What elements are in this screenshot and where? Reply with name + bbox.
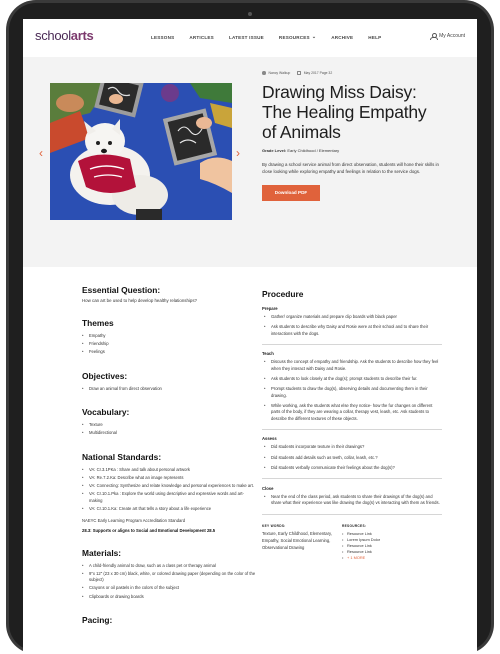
list-item: • VA: Cr.10.1.Pka : Explore the world using descriptive and expressive words and art-making (82, 491, 257, 504)
list-item: • Did students incorporate texture in their drawings? (262, 444, 442, 450)
list-item: • Friendship (82, 341, 257, 348)
pacing-section (82, 615, 257, 625)
list-item: • A child-friendly animal to draw, such as a class pet or therapy animal (82, 563, 257, 570)
essential-question-text: How can art be used to help develop healthy relationships? (82, 298, 197, 303)
procedure-column (262, 289, 442, 561)
logo-part-school: school (35, 28, 71, 43)
list-item: • Near the end of the class period, ask students to share their drawings of the dog(s) and share what their experience was like drawing the dog(s) vs interacting with them as friends. (262, 494, 442, 507)
list-item: • Ask students to describe why Daisy and Rosie were at their school and to share their interactions with the dogs. (262, 324, 442, 337)
article-description: By drawing a school service animal from direct observation, students will hone their skills in close looking while exploring empathy and feelings in relation to the service dogs. (262, 162, 439, 174)
themes-section (82, 318, 257, 356)
divider (262, 478, 442, 479)
materials-heading: Materials: (82, 547, 122, 558)
step-label-prepare: Prepare (262, 306, 278, 311)
article-title: Drawing Miss Daisy: The Healing Empathy of Animals (262, 82, 427, 142)
materials-list (82, 563, 257, 600)
list-item: • VA: Cr.3.1PKa : Share and talk about personal artwork (82, 467, 257, 474)
resource-link[interactable]: • Lorem Ipsum Dolor (342, 537, 422, 543)
screen (23, 19, 477, 654)
list-item: • While working, ask the students what else they notice- how the fur changes on different parts of the body, if they are wearing a collar, therapy vest, leash, etc. Ask students to describe the different textures of these objects. (262, 403, 442, 422)
divider (262, 344, 442, 345)
keywords-text: Texture, Early Childhood, Elementary, Empathy, Social Emotional Learning, Observational Drawing (262, 531, 332, 550)
step-label-teach: Teach (262, 351, 274, 357)
list-item: • Clipboards or drawing boards (82, 594, 257, 601)
pacing-heading: Pacing: (82, 615, 113, 626)
grade-level-label: Grade Level: (262, 148, 287, 153)
resources-block (342, 524, 422, 561)
step-label-close: Close (262, 485, 274, 491)
standards-section (82, 452, 257, 533)
issue-info: May 2017 Page 32 (303, 71, 333, 75)
themes-list (82, 333, 257, 356)
list-item: • Multidirectional (82, 430, 257, 437)
list-item: • Prompt students to draw the dog(s), observing details and documenting them in their drawing. (262, 386, 442, 399)
step-label-assess: Assess (262, 436, 277, 442)
more-resources-link[interactable]: • + 1 MORE (342, 555, 422, 561)
list-item: • Did students add details such as teeth, collar, leash, etc.? (262, 455, 442, 461)
author-name[interactable]: Nancy Walkup (268, 71, 291, 75)
list-item: • Gather/ organize materials and prepare clip boards with black paper (262, 314, 442, 320)
essential-question-heading: Essential Question: (82, 285, 161, 295)
camera-dot (248, 12, 252, 16)
close-list (262, 494, 442, 507)
list-item: • Texture (82, 422, 257, 429)
resource-link[interactable]: • Resource Link (342, 531, 422, 537)
nav-latest-issue[interactable]: LATEST ISSUE (228, 34, 264, 40)
vocabulary-list (82, 422, 257, 437)
vocabulary-section (82, 407, 257, 437)
nav-help[interactable]: HELP (368, 34, 382, 40)
standards-note-bold: 28.3: Supports or aligns to Social and Emotional Development 28.5 (82, 527, 216, 533)
vocabulary-heading: Vocabulary: (82, 407, 130, 418)
resources-heading: RESOURCES: (342, 524, 367, 529)
teach-list (262, 359, 442, 421)
list-item: • VA: Cr.10.1.Ka: Create art that tells a story about a life experience (82, 506, 257, 513)
list-item: • Empathy (82, 333, 257, 340)
list-item: • Did students verbally communicate their feelings about the dog(s)? (262, 465, 442, 471)
article-photo (50, 83, 232, 220)
nav-articles[interactable]: ARTICLES (189, 34, 214, 40)
objectives-list (82, 386, 257, 393)
site-logo[interactable] (35, 28, 93, 43)
divider (262, 429, 442, 430)
nav-archive[interactable]: ARCHIVE (331, 34, 354, 40)
resource-link[interactable]: • Resource Link (342, 549, 422, 555)
grade-level (262, 148, 442, 153)
grade-level-value: Early Childhood / Elementary (287, 148, 340, 153)
site-header (23, 19, 477, 57)
nav-resources[interactable] (279, 34, 316, 40)
user-icon (430, 33, 436, 39)
carousel-next-arrow-icon[interactable]: › (236, 146, 240, 160)
standards-note: NAEYC Early Learning Program Accreditation Standard (82, 517, 186, 523)
list-item: • Feelings (82, 349, 257, 356)
divider (262, 514, 442, 515)
standards-list (82, 467, 257, 513)
hero-wave-divider (23, 244, 477, 289)
objectives-heading: Objectives: (82, 370, 128, 381)
keywords-heading: KEY WORDS: (262, 524, 286, 529)
standards-heading: National Standards: (82, 452, 162, 463)
list-item: • Draw an animal from direct observation (82, 386, 257, 393)
calendar-icon (297, 71, 301, 75)
nav-resources-label: RESOURCES (278, 34, 310, 40)
assess-list (262, 444, 442, 471)
my-account-label: My Account (439, 33, 465, 39)
chevron-down-icon: ⌄ (311, 34, 317, 40)
article-meta (262, 71, 442, 75)
resource-link[interactable]: • Resource Link (342, 543, 422, 549)
list-item: • Crayons or oil pastels in the colors of the subject (82, 585, 257, 592)
list-item: • 9"x 12" (23 x 30 cm) black, white, or colored drawing paper (depending on the color of the subject) (82, 571, 257, 584)
dog-drawing-photo (50, 83, 232, 220)
resources-list (342, 531, 422, 561)
list-item: • VA: Re.7.2.Ka: Describe what an image represents (82, 475, 257, 482)
author-icon (262, 71, 266, 75)
keywords-block (262, 524, 342, 561)
carousel-prev-arrow-icon[interactable]: ‹ (39, 146, 43, 160)
list-item: • Discuss the concept of empathy and friendship. Ask the students to describe how they feel when they interact with Daisy and Rosie. (262, 359, 442, 372)
themes-heading: Themes (82, 318, 114, 328)
my-account-link[interactable] (430, 33, 465, 39)
download-pdf-button[interactable]: Download PDF (262, 185, 320, 201)
lesson-footer-info (262, 524, 442, 561)
materials-section (82, 548, 257, 600)
main-nav (151, 34, 396, 40)
list-item: • VA: Connecting: Synthesize and relate knowledge and personal experiences to make art. (82, 483, 257, 490)
prepare-list (262, 314, 442, 337)
list-item: • Ask students to look closely at the dog(s); prompt students to describe their fur. (262, 376, 442, 382)
objectives-section (82, 371, 257, 393)
nav-lessons[interactable]: LESSONS (151, 34, 175, 40)
lesson-details-column (82, 285, 257, 625)
procedure-heading: Procedure (262, 289, 304, 299)
article-header (262, 71, 442, 201)
logo-part-arts: arts (70, 28, 94, 43)
